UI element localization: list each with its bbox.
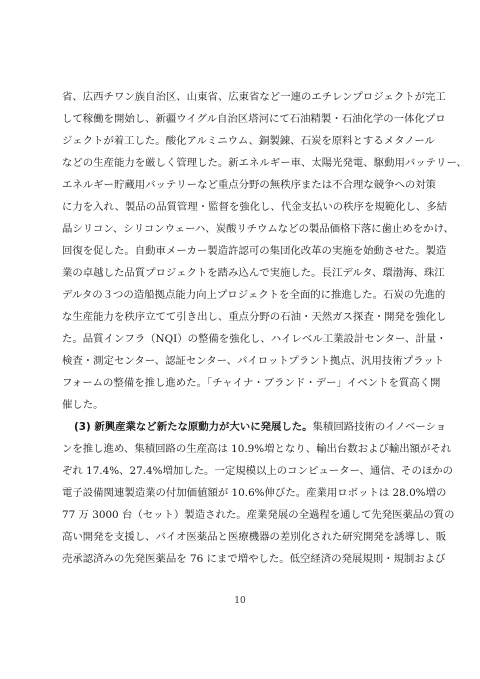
text-line: フォームの整備を推し進めた。「チャイナ・ブランド・デー」イベントを質高く開 (62, 377, 441, 389)
section-3-first-line (62, 416, 447, 438)
body-text (62, 86, 467, 570)
text-line: 高い開発を支援し、バイオ医薬品と医療機器の差別化された研究開発を誘導し、販 (62, 531, 447, 543)
text-line: して稼働を開始し、新疆ウイグル自治区塔河にて石油精製・石油化学の一体化プロ (62, 113, 446, 125)
text-line: 検査・測定センター、認証センター、パイロットプラント拠点、汎用技術プラット (62, 355, 445, 367)
text-line: に力を入れ、製品の品質管理・監督を強化し、代金支払いの秩序を規範化し、多結 (62, 201, 448, 213)
text-line: な生産能力を秩序立てて引き出し、重点分野の石油・天然ガス探査・開発を強化し (62, 311, 447, 323)
text-line: ンを推し進め、集積回路の生産高は 10.9%増となり、輸出台数および輸出額がそれ (62, 443, 452, 455)
text-line: 売承認済みの先発医薬品を 76 にまで増やした。低空経済の発展規則・規制および (62, 553, 446, 565)
text-line: ジェクトが着工した。酸化アルミニウム、銅製錬、石炭を原料とするメタノール (62, 135, 435, 147)
section-3-heading: (3) 新興産業など新たな原動力が大いに発展した。 (74, 421, 313, 433)
text-line: 回復を促した。自動車メーカー製造許認可の集団化改革の実施を始動させた。製造 (62, 245, 447, 257)
text-line: ぞれ 17.4%、27.4%増加した。一定規模以上のコンピューター、通信、そのほかの (62, 465, 454, 477)
text-line: 電子設備関連製造業の付加価値額が 10.6%伸びた。産業用ロボットは 28.0%増の (62, 487, 447, 499)
text-line: デルタの３つの造船拠点能力向上プロジェクトを全面的に推進した。石炭の先進的 (62, 289, 446, 301)
text-line: 催した。 (62, 399, 104, 411)
text-line: 業の卓越した品質プロジェクトを踏み込んで実施した。長江デルタ、環渤海、珠江 (62, 267, 445, 279)
text-line: 77 万 3000 台（セット）製造された。産業発展の全過程を通して先発医薬品の質の (62, 509, 455, 521)
text-line: た。品質インフラ（NQI）の整備を強化し、ハイレベル工業設計センター、計量・ (62, 333, 447, 345)
text-line: エネルギー貯蔵用バッテリーなど重点分野の無秩序または不合理な競争への対策 (62, 179, 437, 191)
section-3-first-line-text: 集積回路技術のイノベーショ (312, 421, 447, 433)
page-number: 10 (234, 596, 246, 606)
text-line: などの生産能力を厳しく管理した。新エネルギー車、太陽光発電、駆動用バッテリー、 (62, 157, 467, 169)
text-line: 晶シリコン、シリコンウェーハ、炭酸リチウムなどの製品価格下落に歯止めをかけ、 (62, 223, 454, 235)
text-line: 省、広西チワン族自治区、山東省、広東省など一連のエチレンプロジェクトが完工 (62, 91, 446, 103)
